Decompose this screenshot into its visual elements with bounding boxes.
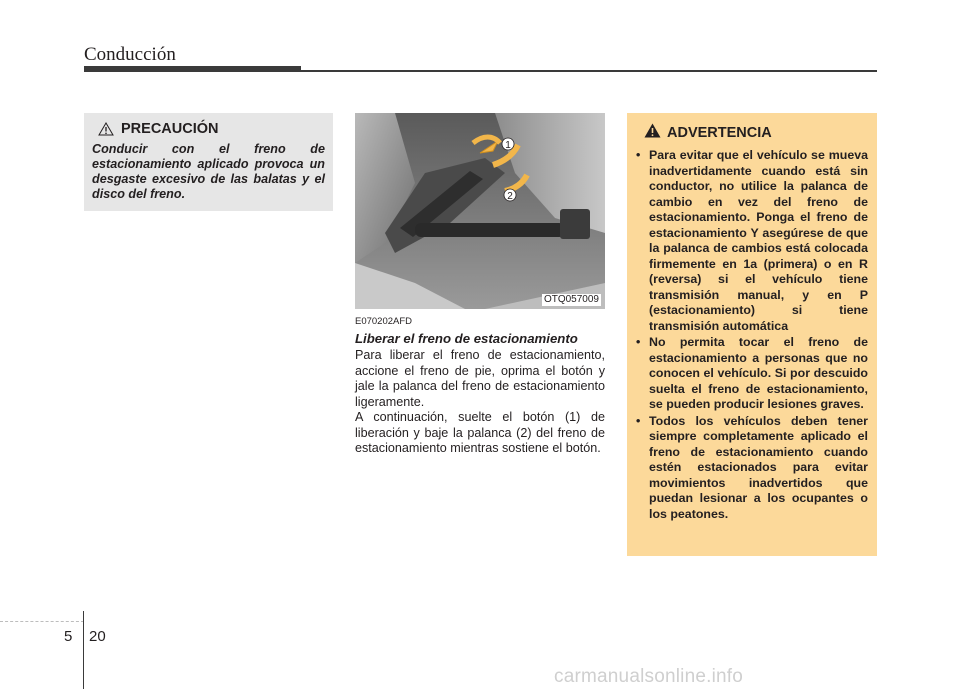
watermark: carmanualsonline.info [554,666,744,687]
warning-title: ADVERTENCIA [667,125,772,141]
header-rule-thick [84,66,301,72]
warning-item-text: Para evitar que el vehículo se mueva inadvertidamente cuando está sin conductor, no utilice la palanca de cambio en vez del freno de estacionamiento. Ponga el freno de estacionamiento Y asegúrese de que la palanca de cambios está colocada firmemente en 1a (primera) o en R (reversa) si el vehículo tiene transmisión manual, y en P (estacionamiento) si tiene transmisión automática [649,148,868,333]
caution-header [98,121,325,137]
warning-triangle-icon [644,123,661,143]
warning-header [644,123,868,143]
paragraph-2: A continuación, suelte el botón (1) de liberación y baje la palanca (2) del freno de estacionamiento mientras sostiene el botón. [355,410,605,455]
footer-rule-horizontal [0,621,84,623]
paragraph-1: Para liberar el freno de estacionamiento, accione el freno de pie, oprima el botón y jale la palanca del freno de estacionamiento ligeramente. [355,348,605,409]
warning-item [636,148,868,334]
article-subtitle: Liberar el freno de estacionamiento [355,331,578,346]
bullet-icon: • [636,335,641,349]
bullet-icon: • [636,148,641,162]
callout-1: 1 [505,140,511,151]
doc-code: E070202AFD [355,316,413,327]
caution-box [84,113,333,211]
caution-text: Conducir con el freno de estacionamiento aplicado provoca un desgaste excesivo de las balatas y el disco del freno. [92,142,325,201]
warning-item [636,335,868,413]
warning-item [636,414,868,523]
figure-code: OTQ057009 [543,294,599,305]
caution-triangle-icon [98,122,114,136]
warning-item-text: No permita tocar el freno de estacionamiento a personas que no conocen el vehículo. Si por descuido suelta el freno de estacionamiento, se pueden producir lesiones graves. [649,335,868,411]
chapter-number: 5 [64,628,73,645]
warning-box [627,113,877,556]
warning-item-text: Todos los vehículos deben tener siempre completamente aplicado el freno de estacionamiento cuando estén estacionados para evitar movimientos inadvertidos que puedan lesionar a los ocupantes o los peatones. [649,413,868,521]
callout-2: 2 [507,191,513,202]
footer-rule-vertical [83,611,84,689]
header-rule-thin [301,70,877,72]
caution-title: PRECAUCIÓN [121,121,219,137]
page-number: 20 [89,628,106,645]
bullet-icon: • [636,413,641,428]
parking-brake-photo [355,113,605,309]
section-title: Conducción [84,44,176,65]
warning-list [636,148,868,522]
